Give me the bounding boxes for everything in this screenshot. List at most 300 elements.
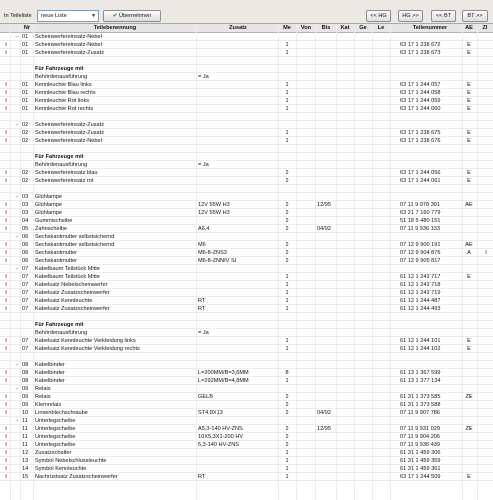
cell-name: Kennleuchte Rot links	[35, 98, 90, 104]
cell-teilenummer: 61 12 1 243 719	[400, 290, 441, 296]
cell-zusatz: L=200MM/B=3,6MM	[198, 370, 249, 376]
cell-me: 1	[285, 282, 289, 288]
cell-zusatz: A6,4	[198, 226, 210, 232]
cell-teilenummer: 61 13 1 367 599	[400, 370, 441, 376]
header-bis[interactable]: Bis	[321, 25, 331, 31]
table-row[interactable]	[0, 321, 493, 329]
info-icon[interactable]: i	[5, 338, 7, 344]
cell-teilenummer: 07 12 9 900 191	[400, 242, 441, 248]
toolbar	[0, 0, 493, 24]
collapse-toggle-icon[interactable]: –	[15, 386, 19, 392]
info-icon[interactable]: i	[5, 258, 7, 264]
collapse-toggle-icon[interactable]: –	[15, 194, 19, 200]
cell-teilenummer: 63 17 1 244 059	[400, 98, 441, 104]
cell-ae: E	[467, 138, 471, 144]
cell-nr: 01	[22, 98, 29, 104]
table-row[interactable]	[0, 233, 493, 241]
info-icon[interactable]: i	[5, 202, 7, 208]
table-row[interactable]	[0, 449, 493, 457]
table-row[interactable]	[0, 281, 493, 289]
cell-name: Sechskantmutter selbstsichernd	[35, 234, 115, 240]
cell-name: Kabelsatz Kennleuchte Verkleidung links	[35, 338, 136, 344]
info-icon[interactable]: i	[5, 282, 7, 288]
cell-ae: E	[467, 274, 471, 280]
cell-ae: E	[467, 82, 471, 88]
cell-zusatz: L=292MM/B=4,8MM	[198, 378, 249, 384]
cell-name: Unterlegscheibe	[35, 418, 76, 424]
parts-list-select-value: neue Liste	[41, 13, 67, 19]
cell-nr: 13	[22, 458, 29, 464]
header-von[interactable]: Von	[300, 25, 312, 31]
cell-teilenummer: 61 12 1 243 717	[400, 274, 441, 280]
cell-zusatz: ST4,8X13	[198, 410, 223, 416]
cell-name: Nachrüstsatz Zusatzscheinwerfer	[35, 474, 118, 480]
table-row[interactable]	[0, 297, 493, 305]
info-icon[interactable]: i	[5, 346, 7, 352]
header-teilenummer[interactable]: Teilenummer	[412, 25, 448, 31]
cell-me: 2	[285, 434, 289, 440]
cell-zusatz: GELB	[198, 394, 213, 400]
cell-bis: 12/95	[317, 426, 331, 432]
header-le[interactable]: Le	[377, 25, 385, 31]
table-row[interactable]	[0, 105, 493, 113]
header-zi[interactable]: ZI	[482, 25, 488, 31]
prev-hg-button[interactable]: << HG	[366, 10, 391, 22]
cell-me: 2	[285, 402, 289, 408]
table-row[interactable]	[0, 417, 493, 425]
cell-name: Behördenausführung	[35, 330, 88, 336]
cell-teilenummer: 07 11 9 904 206	[400, 434, 441, 440]
next-bt-button[interactable]: BT >>	[462, 10, 488, 22]
cell-teilenummer: 63 17 1 238 672	[400, 42, 441, 48]
cell-nr: 03	[22, 194, 29, 200]
cell-teilenummer: 07 11 9 936 439	[400, 442, 441, 448]
table-row[interactable]	[0, 241, 493, 249]
cell-zusatz: = Ja	[198, 330, 209, 336]
cell-nr: 12	[22, 450, 29, 456]
cell-nr: 02	[22, 122, 29, 128]
cell-name: Für Fahrzeuge mit	[35, 66, 84, 72]
cell-teilenummer: 07 12 9 904 876	[400, 250, 441, 256]
cell-nr: 06	[22, 242, 29, 248]
cell-me: 2	[285, 170, 289, 176]
cell-ae: E	[467, 98, 471, 104]
cell-name: Scheinwerfereinsatz-Zusatz	[35, 122, 105, 128]
info-icon[interactable]: i	[5, 466, 7, 472]
cell-name: Glühlampe	[35, 194, 63, 200]
cell-name: Glühlampe	[35, 202, 63, 208]
cell-teilenummer: 61 12 1 243 718	[400, 282, 441, 288]
table-row[interactable]	[0, 41, 493, 49]
cell-name: Kennleuchte Rot rechts	[35, 106, 94, 112]
table-row[interactable]	[0, 113, 493, 121]
cell-teilenummer: 63 17 1 244 060	[400, 106, 441, 112]
header-kat[interactable]: Kat	[340, 25, 350, 31]
info-icon[interactable]: i	[5, 378, 7, 384]
cell-me: 1	[285, 306, 289, 312]
info-icon[interactable]: i	[5, 290, 7, 296]
cell-me: 1	[285, 458, 289, 464]
cell-name: Scheinwerfereinsatz rot	[35, 178, 94, 184]
cell-name: Sechskantmutter	[35, 250, 77, 256]
cell-teilenummer: 07 12 9 905 817	[400, 258, 441, 264]
cell-nr: 11	[22, 426, 28, 432]
info-icon[interactable]: i	[5, 170, 7, 176]
table-row[interactable]	[0, 265, 493, 273]
cell-teilenummer: 61 12 1 244 102	[400, 346, 441, 352]
info-icon[interactable]: i	[5, 50, 7, 56]
table-row[interactable]	[0, 89, 493, 97]
cell-name: Relais	[35, 394, 51, 400]
cell-teilenummer: 63 17 1 244 061	[400, 178, 441, 184]
info-icon[interactable]: i	[5, 138, 7, 144]
collapse-toggle-icon[interactable]: –	[15, 234, 19, 240]
table-row[interactable]	[0, 161, 493, 169]
cell-name: Scheinwerfereinsatz-Nebel	[35, 138, 102, 144]
table-row[interactable]	[0, 393, 493, 401]
info-icon[interactable]: i	[5, 242, 7, 248]
cell-me: 1	[285, 50, 289, 56]
cell-name: Kabelsatz Nebelscheinwerfer	[35, 282, 108, 288]
header-me[interactable]: Me	[283, 25, 291, 31]
cell-me: 1	[285, 450, 289, 456]
cell-me: 2	[285, 202, 289, 208]
cell-name: Kabelbinder	[35, 370, 65, 376]
table-header	[0, 24, 493, 33]
cell-zusatz: M6-8-ZNNIV SI	[198, 258, 237, 264]
table-row[interactable]	[0, 33, 493, 41]
info-icon[interactable]: i	[5, 178, 7, 184]
cell-zusatz: = Ja	[198, 74, 209, 80]
cell-name: Kabelbinder	[35, 362, 65, 368]
cell-nr: 07	[22, 298, 29, 304]
table-row[interactable]	[0, 121, 493, 129]
cell-zusatz: 12V 55W H3	[198, 202, 230, 208]
table-row[interactable]	[0, 129, 493, 137]
cell-teilenummer: 63 17 1 244 058	[400, 90, 441, 96]
cell-teilenummer: 63 17 1 238 675	[400, 130, 441, 136]
cell-ae: ZE	[465, 394, 473, 400]
cell-name: Sechskantmutter	[35, 258, 77, 264]
info-icon[interactable]: i	[5, 250, 7, 256]
cell-name: Glühlampe	[35, 210, 63, 216]
collapse-toggle-icon[interactable]: –	[15, 362, 19, 368]
header-ge[interactable]: Ge	[359, 25, 367, 31]
cell-zi: I	[485, 250, 487, 256]
cell-nr: 09	[22, 394, 29, 400]
cell-nr: 03	[22, 210, 29, 216]
header-zusatz[interactable]: Zusatz	[229, 25, 247, 31]
header-ae[interactable]: AE	[465, 25, 473, 31]
cell-name: Linsenblechschraube	[35, 410, 88, 416]
cell-teilenummer: 61 31 1 373 588	[400, 402, 441, 408]
table-row[interactable]	[0, 305, 493, 313]
cell-nr: 07	[22, 290, 29, 296]
accept-button-label: Übernehmen	[118, 13, 152, 19]
info-icon[interactable]: i	[5, 442, 7, 448]
cell-name: Scheinwerfereinsatz-Nebel	[35, 42, 102, 48]
table-row[interactable]	[0, 361, 493, 369]
cell-nr: 07	[22, 274, 29, 280]
cell-ae: E	[467, 474, 471, 480]
info-icon[interactable]: i	[5, 90, 7, 96]
prev-bt-button[interactable]: << BT	[431, 10, 456, 22]
cell-me: 1	[285, 346, 289, 352]
cell-name: Behördenausführung	[35, 74, 88, 80]
header-name[interactable]: Teilebenennung	[93, 25, 137, 31]
cell-me: 1	[285, 466, 289, 472]
cell-ae: E	[467, 90, 471, 96]
checkmark-icon: ✔	[112, 13, 118, 19]
table-row[interactable]	[0, 289, 493, 297]
cell-teilenummer: 51 18 5 480 151	[400, 218, 441, 224]
cell-teilenummer: 07 11 9 936 133	[400, 226, 441, 232]
cell-nr: 08	[22, 378, 29, 384]
cell-name: Kennleuchte Blau links	[35, 82, 92, 88]
cell-name: Behördenausführung	[35, 162, 88, 168]
cell-me: 2	[285, 210, 289, 216]
cell-teilenummer: 63 17 1 244 057	[400, 82, 441, 88]
cell-nr: 05	[22, 226, 29, 232]
cell-me: 1	[285, 298, 289, 304]
table-row[interactable]	[0, 369, 493, 377]
cell-name: Unterlegscheibe	[35, 434, 76, 440]
cell-teilenummer: 63 17 1 238 673	[400, 50, 441, 56]
parts-list-select[interactable]	[37, 10, 99, 22]
table-row[interactable]	[0, 425, 493, 433]
cell-me: 2	[285, 410, 289, 416]
cell-me: 2	[285, 242, 289, 248]
info-icon[interactable]: i	[5, 274, 7, 280]
cell-name: Zusatzschalter	[35, 450, 72, 456]
cell-teilenummer: 07 11 9 931 029	[400, 426, 441, 432]
cell-teilenummer: 61 12 1 244 101	[400, 338, 441, 344]
info-icon[interactable]: i	[5, 98, 7, 104]
cell-nr: 06	[22, 258, 29, 264]
collapse-toggle-icon[interactable]: –	[15, 266, 19, 272]
table-row[interactable]	[0, 441, 493, 449]
info-icon[interactable]: i	[5, 226, 7, 232]
info-icon[interactable]: i	[5, 394, 7, 400]
table-row[interactable]	[0, 377, 493, 385]
cell-name: Kabelsatz Zusatzscheinwerfer	[35, 290, 110, 296]
cell-ae: E	[467, 346, 471, 352]
cell-bis: 12/95	[317, 202, 331, 208]
cell-name: Kabelsatz Kennleuchte	[35, 298, 93, 304]
cell-nr: 02	[22, 130, 29, 136]
cell-zusatz: A5,3-140 HV-ZNS	[198, 426, 243, 432]
cell-nr: 01	[22, 50, 29, 56]
cell-ae: ZE	[465, 426, 473, 432]
accept-button[interactable]	[103, 10, 161, 22]
table-row[interactable]	[0, 185, 493, 193]
cell-me: 1	[285, 42, 289, 48]
cell-name: Unterlegscheibe	[35, 442, 76, 448]
info-icon[interactable]: i	[5, 298, 7, 304]
cell-nr: 11	[22, 442, 28, 448]
table-row[interactable]	[0, 457, 493, 465]
info-icon[interactable]: i	[5, 434, 7, 440]
parts-table	[0, 24, 493, 500]
table-row[interactable]	[0, 353, 493, 361]
table-row[interactable]	[0, 249, 493, 257]
cell-me: 1	[285, 106, 289, 112]
cell-ae: A	[467, 250, 471, 256]
table-row[interactable]	[0, 225, 493, 233]
info-icon[interactable]: i	[5, 426, 7, 432]
cell-teilenummer: 07 11 9 907 786	[400, 410, 441, 416]
collapse-toggle-icon[interactable]: –	[15, 34, 19, 40]
info-icon[interactable]: i	[5, 474, 7, 480]
cell-nr: 11	[22, 418, 28, 424]
cell-nr: 08	[22, 370, 29, 376]
cell-teilenummer: 61 31 1 459 361	[400, 466, 441, 472]
cell-nr: 01	[22, 42, 29, 48]
cell-zusatz: 12V 55W H3	[198, 210, 230, 216]
cell-me: 1	[285, 290, 289, 296]
cell-name: Kabelbaum Teilstück Mitte	[35, 274, 100, 280]
cell-teilenummer: 63 17 1 244 509	[400, 474, 441, 480]
table-row[interactable]	[0, 73, 493, 81]
cell-ae: E	[467, 106, 471, 112]
cell-nr: 14	[22, 466, 29, 472]
info-icon[interactable]: i	[5, 370, 7, 376]
cell-me: 1	[285, 130, 289, 136]
cell-teilenummer: 61 12 1 244 493	[400, 306, 441, 312]
cell-me: 1	[285, 90, 289, 96]
table-row[interactable]	[0, 409, 493, 417]
cell-zusatz: RT	[198, 298, 206, 304]
cell-name: Scheinwerfereinsatz-Zusatz	[35, 50, 105, 56]
cell-me: 2	[285, 426, 289, 432]
table-row[interactable]	[0, 465, 493, 473]
table-row[interactable]	[0, 209, 493, 217]
cell-zusatz: = Ja	[198, 162, 209, 168]
cell-zusatz: M6	[198, 242, 206, 248]
table-row[interactable]	[0, 153, 493, 161]
table-row[interactable]	[0, 345, 493, 353]
cell-nr: 07	[22, 282, 29, 288]
table-row[interactable]	[0, 433, 493, 441]
table-row[interactable]	[0, 385, 493, 393]
table-row[interactable]	[0, 329, 493, 337]
cell-teilenummer: 63 21 7 160 779	[400, 210, 441, 216]
cell-ae: AE	[465, 242, 473, 248]
table-row[interactable]	[0, 65, 493, 73]
table-row[interactable]	[0, 177, 493, 185]
cell-me: 1	[285, 338, 289, 344]
cell-nr: 10	[22, 410, 29, 416]
cell-nr: 02	[22, 170, 29, 176]
info-icon[interactable]: i	[5, 402, 7, 408]
cell-ae: E	[467, 42, 471, 48]
cell-name: Für Fahrzeuge mit	[35, 154, 84, 160]
collapse-toggle-icon[interactable]: –	[15, 418, 19, 424]
cell-name: Scheinwerfereinsatz blau	[35, 170, 98, 176]
cell-name: Symbol Kennleuchte	[35, 466, 87, 472]
cell-teilenummer: 07 11 9 978 391	[400, 202, 441, 208]
header-nr[interactable]: Nr	[23, 25, 31, 31]
cell-me: 1	[285, 98, 289, 104]
cell-name: Kennleuchte Blau rechts	[35, 90, 96, 96]
table-row[interactable]	[0, 49, 493, 57]
cell-nr: 02	[22, 178, 29, 184]
cell-me: 2	[285, 394, 289, 400]
cell-name: Scheinwerfereinsatz-Zusatz	[35, 130, 105, 136]
cell-me: 2	[285, 178, 289, 184]
cell-me: 1	[285, 378, 289, 384]
cell-me: 2	[285, 258, 289, 264]
parts-list-label: In Teileliste	[4, 13, 32, 19]
next-hg-button[interactable]: HG >>	[398, 10, 423, 22]
cell-me: 2	[285, 442, 289, 448]
cell-nr: 07	[22, 346, 29, 352]
table-row[interactable]	[0, 337, 493, 345]
table-row[interactable]	[0, 257, 493, 265]
cell-zusatz: RT	[198, 306, 206, 312]
cell-zusatz: 10X5,3X1-200 HV	[198, 434, 244, 440]
cell-name: Relais	[35, 386, 51, 392]
cell-nr: 07	[22, 306, 29, 312]
info-icon[interactable]: i	[5, 82, 7, 88]
table-row[interactable]	[0, 401, 493, 409]
cell-me: 1	[285, 138, 289, 144]
cell-zusatz: RT	[198, 474, 206, 480]
cell-name: Kabelsatz Kennleuchte Verkleidung rechts	[35, 346, 140, 352]
info-icon[interactable]: i	[5, 42, 7, 48]
table-row[interactable]	[0, 313, 493, 321]
table-row[interactable]	[0, 217, 493, 225]
cell-teilenummer: 63 17 1 238 676	[400, 138, 441, 144]
info-icon[interactable]: i	[5, 210, 7, 216]
cell-nr: 09	[22, 386, 29, 392]
cell-name: Sechskantmutter selbstsichernd	[35, 242, 115, 248]
cell-name: Symbol Nebelschlussleuchte	[35, 458, 107, 464]
info-icon[interactable]: i	[5, 218, 7, 224]
collapse-toggle-icon[interactable]: –	[15, 122, 19, 128]
cell-ae: E	[467, 338, 471, 344]
table-row[interactable]	[0, 137, 493, 145]
info-icon[interactable]: i	[5, 306, 7, 312]
table-row[interactable]	[0, 201, 493, 209]
cell-ae: AE	[465, 202, 473, 208]
table-row[interactable]	[0, 97, 493, 105]
cell-name: Kabelbaum Teilstück Mitte	[35, 266, 100, 272]
cell-zusatz: M6-8-ZNS3	[198, 250, 227, 256]
cell-nr: 07	[22, 338, 29, 344]
cell-nr: 09	[22, 402, 29, 408]
table-row[interactable]	[0, 169, 493, 177]
cell-me: 1	[285, 474, 289, 480]
table-row[interactable]	[0, 57, 493, 65]
cell-name: Klemrelais	[35, 402, 62, 408]
cell-me: 8	[285, 370, 289, 376]
info-icon[interactable]: i	[5, 450, 7, 456]
table-row[interactable]	[0, 473, 493, 481]
table-row[interactable]	[0, 81, 493, 89]
info-icon[interactable]: i	[5, 410, 7, 416]
info-icon[interactable]: i	[5, 130, 7, 136]
info-icon[interactable]: i	[5, 106, 7, 112]
cell-ae: E	[467, 130, 471, 136]
info-icon[interactable]: i	[5, 458, 7, 464]
table-row[interactable]	[0, 145, 493, 153]
cell-ae: E	[467, 50, 471, 56]
cell-teilenummer: 61 31 1 373 585	[400, 394, 441, 400]
table-row[interactable]	[0, 193, 493, 201]
cell-nr: 07	[22, 266, 29, 272]
table-row[interactable]	[0, 273, 493, 281]
